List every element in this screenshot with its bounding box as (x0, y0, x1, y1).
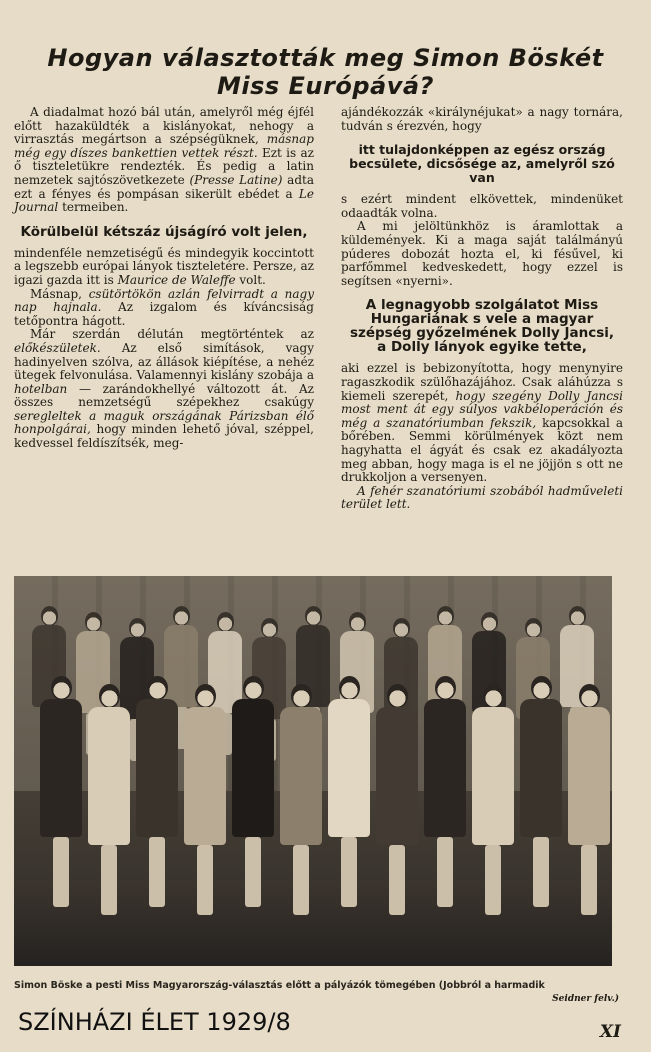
photo-person (520, 676, 562, 926)
paragraph: Másnap, csütörtökön azlán felvirradt a nagy nap hajnala. Az izgalom és kíváncsiság tetőpontra hágott. (14, 286, 314, 328)
paragraph: A mi jelöltünkhöz is áramlottak a küldemények. Ki a maga saját találmányú púderes dobozát hozta el, ki fésűvel, ki parfőmmel kedveskedett, hogy ezzel is segítsen «nyerni». (341, 219, 623, 288)
paragraph: s ezért mindent elkövettek, mindenüket odaadták volna. (341, 192, 623, 220)
photo-person (88, 684, 130, 934)
photo-person (472, 684, 514, 934)
title-line-1: Hogyan választották meg Simon Böskét (47, 44, 604, 72)
title-line-2: Miss Európává? (217, 72, 434, 100)
paragraph: mindenféle nemzetiségű és mindegyik koccintott a legszebb európai lányok tiszteletére. Persze, az igazi gazda itt is Maurice de Waleffe volt. (14, 245, 314, 287)
photo-person (424, 676, 466, 926)
right-column (341, 106, 623, 512)
article-title (20, 44, 631, 100)
paragraph: A diadalmat hozó bál után, amelyről még éjfél előtt hazaküldték a kislányokat, nehogy a virrasztás megártson a szépségüknek, másnap még egy díszes bankettien vettek részt. Ezt is az ő tiszteletükre rendezték. És pedig a latin nemzetek sajtószövetkezete (Presse Latine) adta ezt a fényes és pompásan sikerült ebédet a Le Journal termeiben. (14, 105, 314, 215)
photo-person (328, 676, 370, 926)
paragraph: aki ezzel is bebizonyította, hogy menynyire ragaszkodik szülőhazájához. Csak aláhúzza s kiemeli szerepét, hogy szegény Dolly Jancsi most ment át egy súlyos vakbéloperáción és még a szanatóriumban fekszik, kapcsokkal a bőrében. Semmi körülmények közt nem hagyhatta el ágyát és csak ez akadályozta meg abban, hogy maga is el ne jöjjön s ott ne drukkoljon a versenyen. (341, 361, 623, 485)
photo-person (136, 676, 178, 926)
page-number: XI (599, 1022, 621, 1042)
paragraph: A fehér szanatóriumi szobából hadműveleti terület lett. (341, 483, 623, 512)
source-label: SZÍNHÁZI ÉLET 1929/8 (18, 1008, 291, 1036)
photo-person (568, 684, 610, 934)
paragraph: Már szerdán délután megtörténtek az előkészületek. Az első simítások, vagy hadinyelven szólva, az állások kiépítése, a nehéz ütegek felvonulása. Valamennyi kislány szobája a hotelban — zarándokhellyé változott át. Az összes nemzetségű szépekhez csakúgy seregleltek a maguk országának Párizsban élő honpolgárai, hogy minden lehető jóval, széppel, kedvessel feldíszítsék, meg- (14, 327, 314, 451)
photo-person (40, 676, 82, 926)
photo-person (184, 684, 226, 934)
subheading: itt tulajdonképpen az egész ország becsülete, dicsősége az, amelyről szó van (349, 142, 615, 186)
subheading: A legnagyobb szolgálatot Miss Hungariának s vele a magyar szépség győzelmének Dolly Jancsi, a Dolly lányok egyike tette, (349, 297, 615, 356)
photo-person (280, 684, 322, 934)
photo-person (232, 676, 274, 926)
photo-caption: Simon Böske a pesti Miss Magyarország-választás előtt a pályázók tömegében (Jobbról a harmadik (14, 980, 545, 991)
group-photo (14, 576, 612, 966)
left-column (14, 106, 314, 451)
paragraph: ajándékozzák «királynéjukat» a nagy tornára, tudván s érezvén, hogy (341, 105, 623, 133)
subheading: Körülbelül kétszáz újságíró volt jelen, (20, 223, 308, 240)
photo-person (376, 684, 418, 934)
photo-credit: Seidner felv.) (552, 994, 619, 1004)
